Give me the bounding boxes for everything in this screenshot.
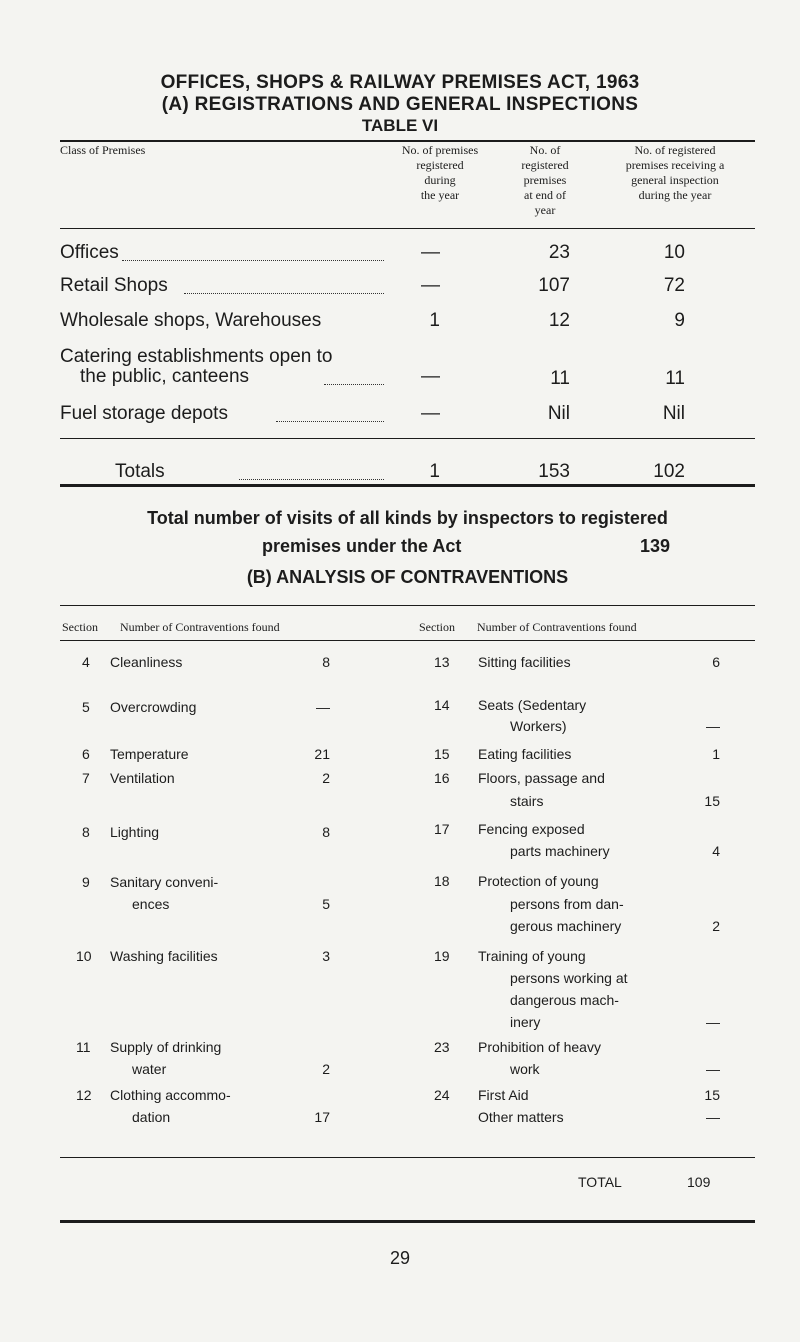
page-number: 29 [389,1248,411,1268]
visits-line2: premises under the Act [262,536,462,556]
section-a-title: (A) REGISTRATIONS AND GENERAL INSPECTIONS [161,94,639,115]
header-general-inspection: No. of registered premises receiving a general inspection during the year [625,143,725,202]
header-registered-end-of-year: No. of registered premises at end of year [521,143,569,217]
table-b-header-rule [60,640,755,641]
table-b-total-rule [60,1157,755,1158]
table-b-top-rule [60,605,755,606]
total-label: TOTAL [578,1174,622,1190]
header-class-of-premises: Class of Premises [60,143,146,157]
header-registered-during-year: No. of premises registered during the year [401,143,479,202]
table-a-bottom-rule [60,484,755,487]
table-a-top-rule [60,140,755,142]
header-number-found-2: Number of Contraventions found [477,620,637,634]
visits-line1: Total number of visits of all kinds by inspectors to registered [147,508,668,528]
document-title: OFFICES, SHOPS & RAILWAY PREMISES ACT, 1963 [160,72,640,93]
table-b-bottom-rule [60,1220,755,1223]
table-a-header-rule [60,228,755,229]
total-value: 109 [687,1174,711,1190]
totals-rule [60,438,755,439]
table-title: TABLE VI [361,116,439,135]
section-b-title: (B) ANALYSIS OF CONTRAVENTIONS [246,567,569,587]
visits-value: 139 [640,536,671,556]
header-number-found: Number of Contraventions found [120,620,280,634]
header-section: Section [62,620,98,634]
header-section-2: Section [419,620,455,634]
